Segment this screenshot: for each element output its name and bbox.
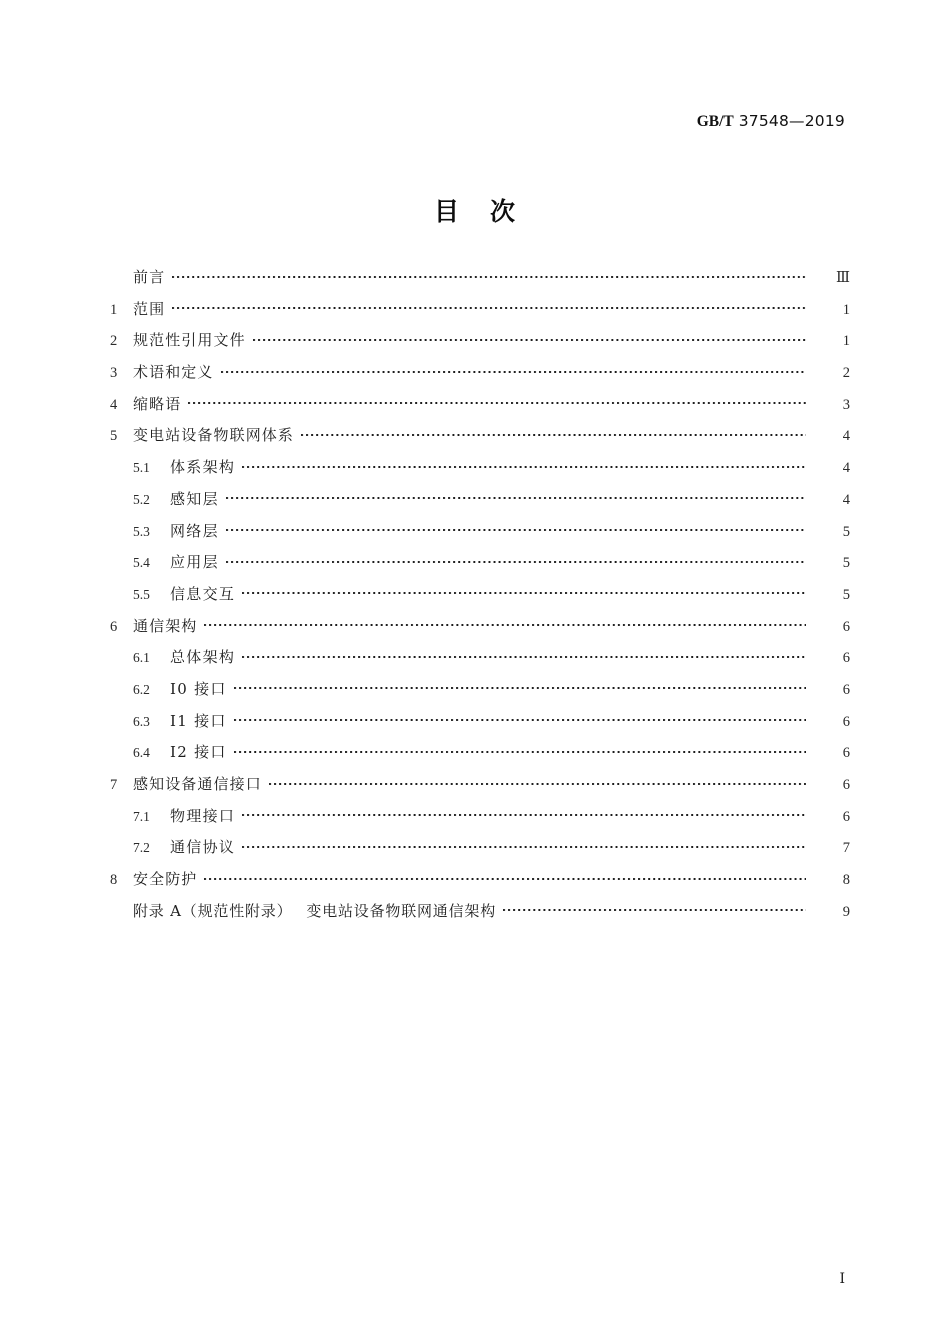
toc-entry[interactable] bbox=[110, 710, 850, 742]
toc-dot-leader bbox=[234, 711, 806, 726]
toc-entry-label: I1 接口 bbox=[170, 711, 227, 730]
toc-entry-page-number: 4 bbox=[842, 460, 850, 477]
toc-entry-label: 物理接口 bbox=[170, 806, 236, 825]
toc-entry[interactable] bbox=[110, 805, 850, 837]
toc-dot-leader bbox=[503, 901, 806, 916]
toc-dot-leader bbox=[242, 647, 806, 662]
toc-dot-leader bbox=[226, 489, 806, 504]
toc-entry-number: 5.1 bbox=[133, 460, 150, 476]
toc-entry-page-number: 5 bbox=[842, 586, 850, 603]
toc-entry[interactable] bbox=[110, 836, 850, 868]
toc-entry-label: 规范性引用文件 bbox=[133, 331, 246, 350]
toc-entry-number: 2 bbox=[110, 333, 118, 350]
toc-dot-leader bbox=[188, 394, 806, 409]
toc-dot-leader bbox=[253, 330, 806, 345]
toc-entry-number: 8 bbox=[110, 872, 118, 889]
toc-entry-label-extra: 变电站设备物联网通信架构 bbox=[306, 901, 497, 920]
toc-entry-page-number: 6 bbox=[842, 618, 850, 635]
toc-dot-leader bbox=[226, 521, 806, 536]
toc-entry-number: 5.3 bbox=[133, 523, 150, 539]
document-header bbox=[697, 112, 845, 131]
toc-entry-page-number: 5 bbox=[842, 523, 850, 540]
toc-entry-label: 体系架构 bbox=[170, 458, 236, 477]
toc-entry[interactable] bbox=[110, 361, 850, 393]
toc-entry-page-number: 9 bbox=[842, 903, 850, 920]
toc-entry-page-number: 6 bbox=[842, 681, 850, 698]
toc-entry-page-number: 6 bbox=[842, 713, 850, 730]
standard-code: GB/T bbox=[696, 113, 734, 130]
toc-entry-page-number: 1 bbox=[842, 301, 850, 318]
toc-entry-label: 前言 bbox=[133, 268, 166, 286]
toc-entry-number: 7 bbox=[110, 777, 118, 793]
toc-entry[interactable] bbox=[110, 773, 850, 805]
toc-entry-page-number: 6 bbox=[842, 745, 850, 762]
toc-entry-number: 6.1 bbox=[133, 650, 150, 666]
toc-entry-page-number: 2 bbox=[842, 365, 850, 382]
toc-entry[interactable] bbox=[110, 583, 850, 615]
toc-entry-number: 6.2 bbox=[133, 681, 150, 697]
toc-dot-leader bbox=[242, 806, 806, 821]
toc-entry-number: 4 bbox=[110, 396, 118, 413]
toc-entry-label: 缩略语 bbox=[133, 394, 182, 413]
toc-dot-leader bbox=[301, 425, 806, 440]
toc-entry-label bbox=[133, 900, 503, 921]
toc-entry[interactable] bbox=[110, 678, 850, 710]
toc-entry-label: 安全防护 bbox=[133, 870, 198, 889]
toc-entry[interactable] bbox=[110, 266, 850, 298]
toc-entry[interactable] bbox=[110, 615, 850, 647]
toc-dot-leader bbox=[234, 742, 806, 757]
toc-dot-leader bbox=[172, 299, 806, 314]
toc-entry-page-number: 6 bbox=[842, 808, 850, 825]
toc-dot-leader bbox=[269, 774, 806, 789]
toc-entry-number: 5.2 bbox=[133, 491, 150, 507]
toc-entry-number: 6.4 bbox=[133, 745, 150, 761]
toc-entry-number: 5 bbox=[110, 428, 118, 445]
page-title bbox=[0, 192, 950, 228]
toc-entry-page-number: 8 bbox=[842, 872, 850, 889]
table-of-contents bbox=[110, 266, 850, 931]
toc-entry-label: 术语和定义 bbox=[133, 363, 214, 382]
toc-entry[interactable] bbox=[110, 900, 850, 932]
page-title-char-1: 目 bbox=[433, 197, 460, 226]
toc-entry-label: 总体架构 bbox=[170, 648, 236, 667]
toc-entry-page-number: 4 bbox=[842, 428, 850, 445]
toc-entry-label: I0 接口 bbox=[170, 679, 227, 698]
toc-entry-number: 1 bbox=[110, 301, 118, 318]
toc-entry-label: 感知层 bbox=[170, 489, 219, 508]
toc-entry-page-number: 1 bbox=[842, 333, 850, 350]
toc-entry-page-number: 6 bbox=[842, 777, 850, 793]
toc-entry-label: 通信架构 bbox=[133, 616, 198, 635]
toc-entry[interactable] bbox=[110, 393, 850, 425]
toc-entry-number: 7.1 bbox=[133, 808, 150, 824]
toc-dot-leader bbox=[242, 837, 806, 852]
toc-entry-page-number: Ⅲ bbox=[836, 270, 850, 286]
toc-entry[interactable] bbox=[110, 329, 850, 361]
standard-number: 37548—2019 bbox=[738, 112, 845, 130]
toc-entry-label-main: 附录 A（规范性附录） bbox=[133, 901, 293, 920]
page-title-char-2: 次 bbox=[490, 197, 517, 226]
toc-entry-label: 范围 bbox=[133, 299, 166, 318]
toc-entry-page-number: 5 bbox=[842, 555, 850, 572]
toc-entry-page-number: 6 bbox=[842, 650, 850, 667]
toc-entry[interactable] bbox=[110, 868, 850, 900]
toc-dot-leader bbox=[172, 267, 806, 282]
toc-entry-label: 感知设备通信接口 bbox=[133, 775, 262, 793]
toc-entry-label: 网络层 bbox=[170, 521, 219, 540]
toc-entry-number: 5.5 bbox=[133, 586, 150, 602]
toc-entry-number: 3 bbox=[110, 365, 118, 382]
toc-entry-label: 信息交互 bbox=[170, 584, 236, 603]
toc-entry-number: 5.4 bbox=[133, 555, 150, 571]
toc-dot-leader bbox=[221, 362, 806, 377]
toc-entry-number: 7.2 bbox=[133, 840, 150, 856]
toc-entry-page-number: 3 bbox=[842, 396, 850, 413]
toc-dot-leader bbox=[242, 457, 806, 472]
toc-entry-label: 通信协议 bbox=[170, 838, 236, 857]
toc-entry-number: 6 bbox=[110, 618, 118, 635]
toc-dot-leader bbox=[242, 584, 806, 599]
toc-entry-page-number: 7 bbox=[842, 840, 850, 857]
toc-entry[interactable] bbox=[110, 456, 850, 488]
toc-entry[interactable] bbox=[110, 646, 850, 678]
toc-entry-page-number: 4 bbox=[842, 491, 850, 508]
toc-entry[interactable] bbox=[110, 741, 850, 773]
toc-dot-leader bbox=[204, 616, 806, 631]
toc-entry[interactable] bbox=[110, 424, 850, 456]
toc-entry[interactable] bbox=[110, 551, 850, 583]
toc-entry-number: 6.3 bbox=[133, 713, 150, 729]
toc-dot-leader bbox=[204, 869, 806, 884]
toc-entry[interactable] bbox=[110, 298, 850, 330]
page-folio: Ⅰ bbox=[839, 1272, 845, 1287]
toc-entry[interactable] bbox=[110, 488, 850, 520]
toc-entry-label: 变电站设备物联网体系 bbox=[133, 426, 295, 445]
toc-entry[interactable] bbox=[110, 520, 850, 552]
toc-entry-label: I2 接口 bbox=[170, 743, 227, 762]
toc-dot-leader bbox=[234, 679, 806, 694]
toc-entry-label: 应用层 bbox=[170, 553, 219, 572]
toc-dot-leader bbox=[226, 552, 806, 567]
